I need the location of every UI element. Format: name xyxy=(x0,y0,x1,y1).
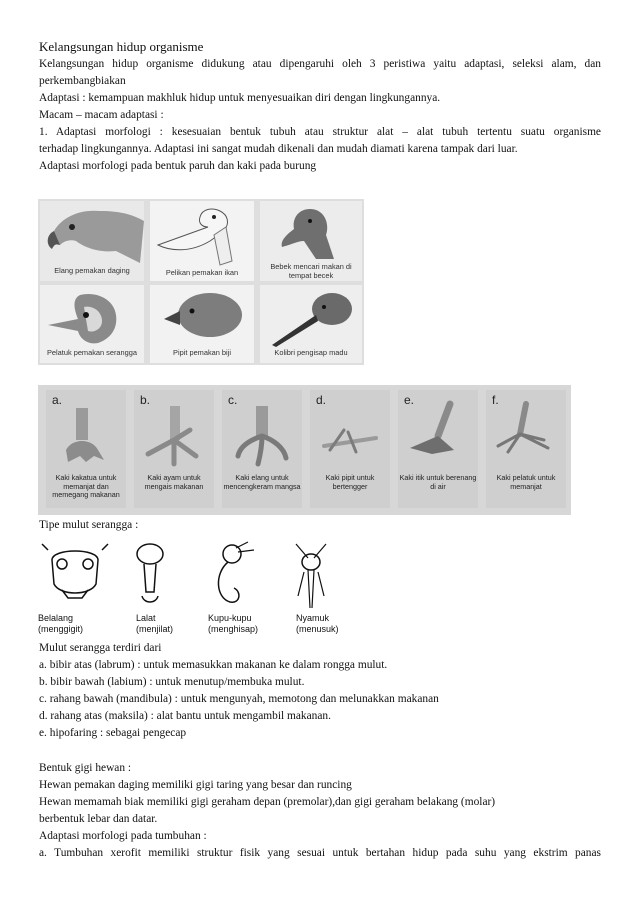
paragraph-line: Hewan pemakan daging memiliki gigi taring yang besar dan runcing xyxy=(39,779,352,791)
paragraph-line: d. rahang atas (maksila) : alat bantu untuk mengambil makanan. xyxy=(39,710,331,722)
insect-mouth-type: (menusuk) xyxy=(296,623,339,634)
insect-name: Lalat xyxy=(136,613,156,623)
insect-name: Nyamuk xyxy=(296,613,330,623)
foot-letter: e. xyxy=(404,393,415,407)
paragraph-line: Bentuk gigi hewan : xyxy=(39,762,132,774)
bird-feet-figure xyxy=(38,385,571,515)
sparrow-foot-illustration xyxy=(310,390,390,474)
beak-hummingbird-panel xyxy=(260,285,362,363)
foot-letter: f. xyxy=(492,393,499,407)
beak-caption: Pipit pemakan biji xyxy=(173,348,231,357)
foot-panel xyxy=(222,390,302,508)
beak-eagle-panel xyxy=(40,201,144,281)
foot-panel xyxy=(134,390,214,508)
foot-panel xyxy=(310,390,390,508)
woodpecker-foot-illustration xyxy=(486,390,566,474)
foot-letter: d. xyxy=(316,393,327,407)
foot-letter: a. xyxy=(52,393,63,407)
paragraph-line: Adaptasi morfologi pada tumbuhan : xyxy=(39,830,207,842)
foot-letter: b. xyxy=(140,393,151,407)
foot-panel xyxy=(46,390,126,508)
beak-sparrow-panel xyxy=(150,285,254,363)
paragraph-line: Mulut serangga terdiri dari xyxy=(39,642,162,654)
foot-caption: Kaki kakatua untuk memanjat dan memegang makanan xyxy=(52,473,120,500)
paragraph-line: Kelangsungan hidup organisme didukung atau dipengaruhi oleh 3 peristiwa yaitu adaptasi, seleksi alam, dan xyxy=(39,58,601,70)
paragraph-line: Adaptasi morfologi pada bentuk paruh dan kaki pada burung xyxy=(39,160,317,172)
paragraph-line: Adaptasi : kemampuan makhluk hidup untuk menyesuaikan diri dengan lingkungannya. xyxy=(39,92,441,104)
paragraph-line: a. bibir atas (labrum) : untuk memasukkan makanan ke dalam rongga mulut. xyxy=(39,659,388,671)
paragraph-line: Macam – macam adaptasi : xyxy=(39,109,164,121)
beak-caption: Kolibri pengisap madu xyxy=(274,348,348,357)
mosquito-mouth-icon xyxy=(286,540,336,614)
document-title: Kelangsungan hidup organisme xyxy=(39,39,204,54)
paragraph-line: e. hipofaring : sebagai pengecap xyxy=(39,727,187,739)
beak-caption: Pelikan pemakan ikan xyxy=(165,268,239,277)
beak-duck-panel xyxy=(260,201,362,281)
insect-mouth-type: (menggigit) xyxy=(38,623,84,634)
foot-caption: Kaki pipit untuk bertengger xyxy=(325,473,375,491)
paragraph-line: Hewan memamah biak memiliki gigi geraham depan (premolar),dan gigi geraham belakang (molar) xyxy=(39,796,496,808)
paragraph-line: perkembangbiakan xyxy=(39,75,126,87)
beak-caption: Pelatuk pemakan serangga xyxy=(47,348,137,357)
fly-mouth-icon xyxy=(130,540,170,610)
duck-foot-illustration xyxy=(398,390,478,474)
beak-woodpecker-panel xyxy=(40,285,144,363)
beak-pelican-panel xyxy=(150,201,254,281)
foot-panel xyxy=(486,390,566,508)
foot-caption: Kaki pelatuk untuk memanjat xyxy=(496,473,556,491)
paragraph-line: c. rahang bawah (mandibula) : untuk mengunyah, memotong dan melunakkan makanan xyxy=(39,693,439,705)
foot-caption: Kaki ayam untuk mengais makanan xyxy=(144,473,204,491)
paragraph-line: b. bibir bawah (labium) : untuk menutup/membuka mulut. xyxy=(39,676,305,688)
insect-mouth-type: (menghisap) xyxy=(208,623,259,634)
paragraph-line: 1. Adaptasi morfologi : kesesuaian bentuk tubuh atau struktur alat – alat tubuh tertentu suatu organisme xyxy=(39,126,601,138)
insect-heading: Tipe mulut serangga : xyxy=(39,519,139,531)
paragraph-line: a. Tumbuhan xerofit memiliki struktur fisik yang sesuai untuk bertahan hidup pada suhu yang ekstrim panas xyxy=(39,847,601,859)
foot-caption: Kaki elang untuk mencengkeram mangsa xyxy=(223,473,301,491)
bird-beaks-figure xyxy=(38,199,364,365)
beak-caption: Bebek mencari makan di tempat becek xyxy=(270,262,352,280)
beak-caption: Elang pemakan daging xyxy=(54,266,130,275)
paragraph-line: berbentuk lebar dan datar. xyxy=(39,813,158,825)
foot-panel xyxy=(398,390,478,508)
insect-name: Belalang xyxy=(38,613,74,623)
grasshopper-mouth-icon xyxy=(38,540,118,604)
parrot-foot-illustration xyxy=(46,390,126,474)
butterfly-mouth-icon xyxy=(208,540,262,612)
insect-mouth-type: (menjilat) xyxy=(136,623,174,634)
foot-letter: c. xyxy=(228,393,238,407)
insect-name: Kupu-kupu xyxy=(208,613,252,623)
insect-mouthparts-figure xyxy=(38,540,368,640)
eagle-foot-illustration xyxy=(222,390,302,474)
foot-caption: Kaki itik untuk berenang di air xyxy=(399,473,477,491)
paragraph-line: terhadap lingkungannya. Adaptasi ini sangat mudah dikenali dan mudah diamati karena tampak dari luar. xyxy=(39,143,518,155)
chicken-foot-illustration xyxy=(134,390,214,474)
